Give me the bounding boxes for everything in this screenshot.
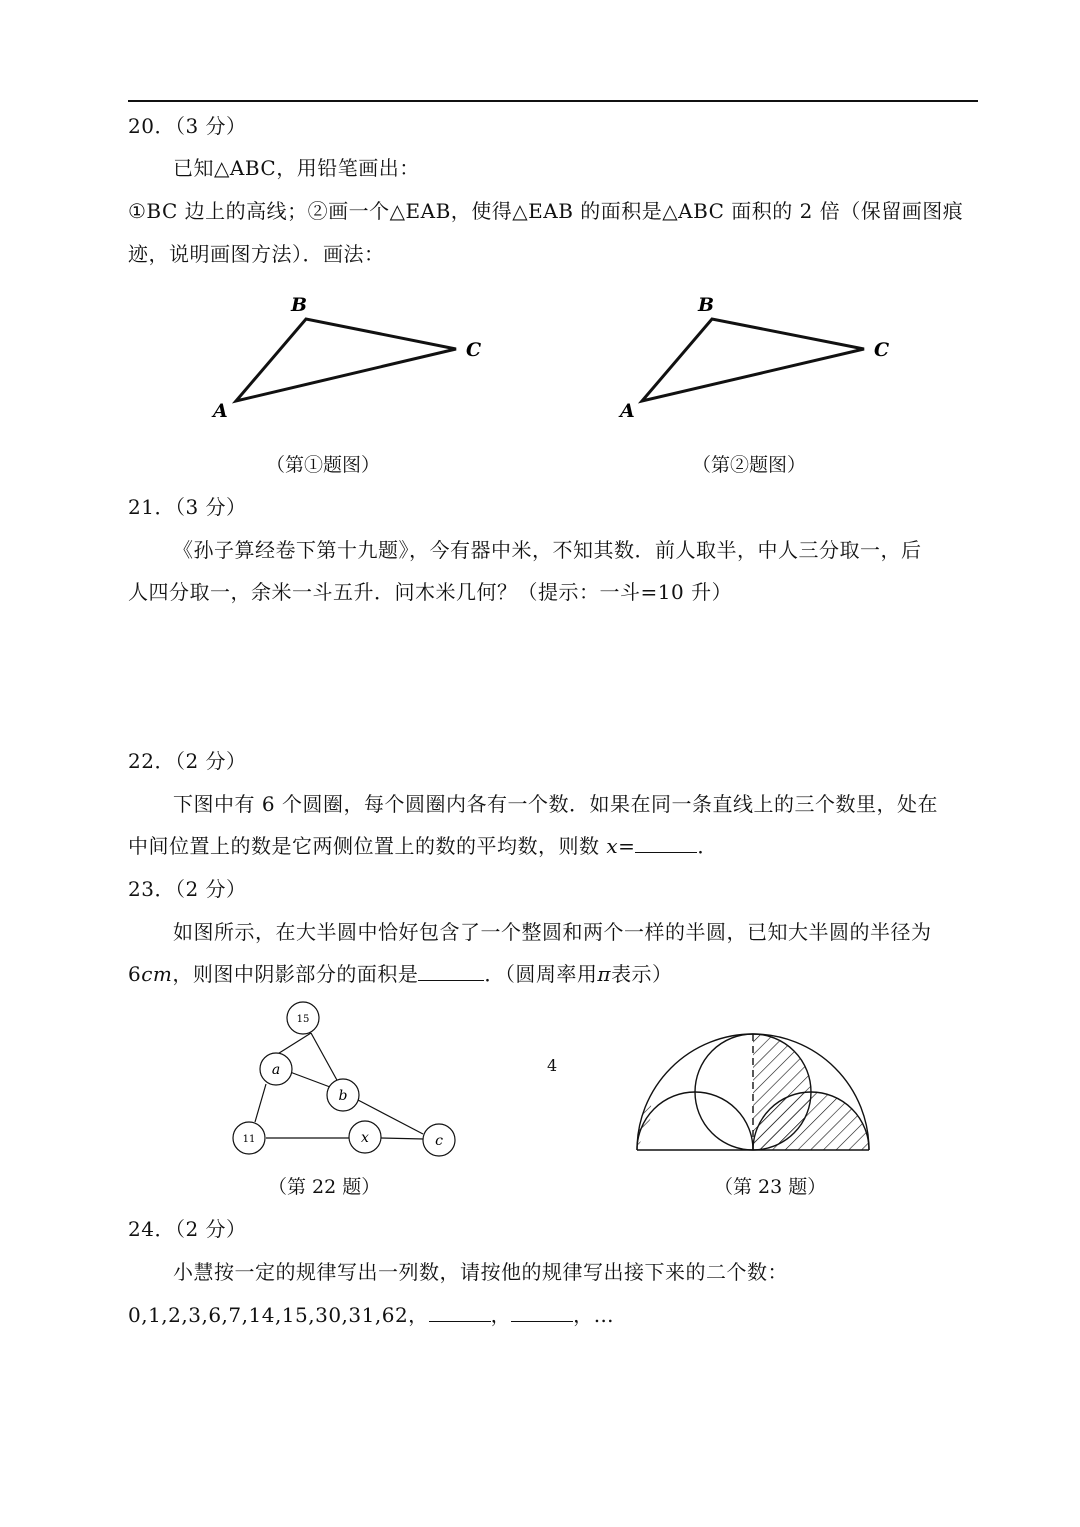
label-b-2: B: [698, 294, 715, 316]
page-number: 4: [547, 1056, 558, 1075]
q21-line1: 《孙子算经卷下第十九题》，今有器中米，不知其数．前人取半，中人三分取一，后: [173, 538, 922, 562]
q22-line2: 中间位置上的数是它两侧位置上的数的平均数，则数 x= ．: [128, 834, 718, 858]
q23-line1: 如图所示，在大半圆中恰好包含了一个整圆和两个一样的半圆，已知大半圆的半径为: [173, 920, 932, 944]
q22-caption: （第 22 题）: [268, 1176, 381, 1198]
q24-line2: 0,1,2,3,6,7,14,15,30,31,62， ， ，…: [128, 1303, 615, 1327]
q21-line2: 人四分取一，余米一斗五升．问木米几何？（提示：一斗=10 升）: [128, 580, 733, 604]
node-11-label: 11: [242, 1134, 256, 1145]
q23-line2: 6cm，则图中阴影部分的面积是 ．（圆周率用π表示）: [128, 962, 673, 986]
label-c-2: C: [874, 339, 890, 361]
node-a-label: a: [271, 1062, 281, 1078]
q20-line3: 迹，说明画图方法）．画法：: [128, 242, 385, 266]
node-15-label: 15: [296, 1014, 310, 1025]
q22-number: 22．（2 分）: [128, 749, 247, 773]
q20-caption2: （第②题图）: [692, 454, 807, 476]
node-c-label: c: [435, 1133, 443, 1149]
q24-answer-blank-2[interactable]: [511, 1301, 573, 1322]
q20-line2: ①BC 边上的高线；②画一个△EAB，使得△EAB 的面积是△ABC 面积的 2 倍（保留画图痕: [128, 199, 964, 223]
q20-line1: 已知△ABC，用铅笔画出：: [173, 156, 420, 180]
q23-caption: （第 23 题）: [714, 1176, 827, 1198]
label-a-1: A: [213, 400, 228, 422]
q24-answer-blank-1[interactable]: [429, 1301, 491, 1322]
q20-caption1: （第①题图）: [266, 454, 381, 476]
q24-number: 24．（2 分）: [128, 1217, 247, 1241]
node-x-label: x: [361, 1130, 369, 1146]
q23-number: 23．（2 分）: [128, 877, 247, 901]
node-b-label: b: [338, 1088, 348, 1104]
q20-number: 20．（3 分）: [128, 114, 247, 138]
q24-line1: 小慧按一定的规律写出一列数，请按他的规律写出接下来的二个数：: [173, 1260, 788, 1284]
q22-line1: 下图中有 6 个圆圈，每个圆圈内各有一个数．如果在同一条直线上的三个数里，处在: [173, 792, 938, 816]
q21-number: 21．（3 分）: [128, 495, 247, 519]
label-c-1: C: [466, 339, 482, 361]
label-b-1: B: [291, 294, 308, 316]
label-a-2: A: [620, 400, 635, 422]
